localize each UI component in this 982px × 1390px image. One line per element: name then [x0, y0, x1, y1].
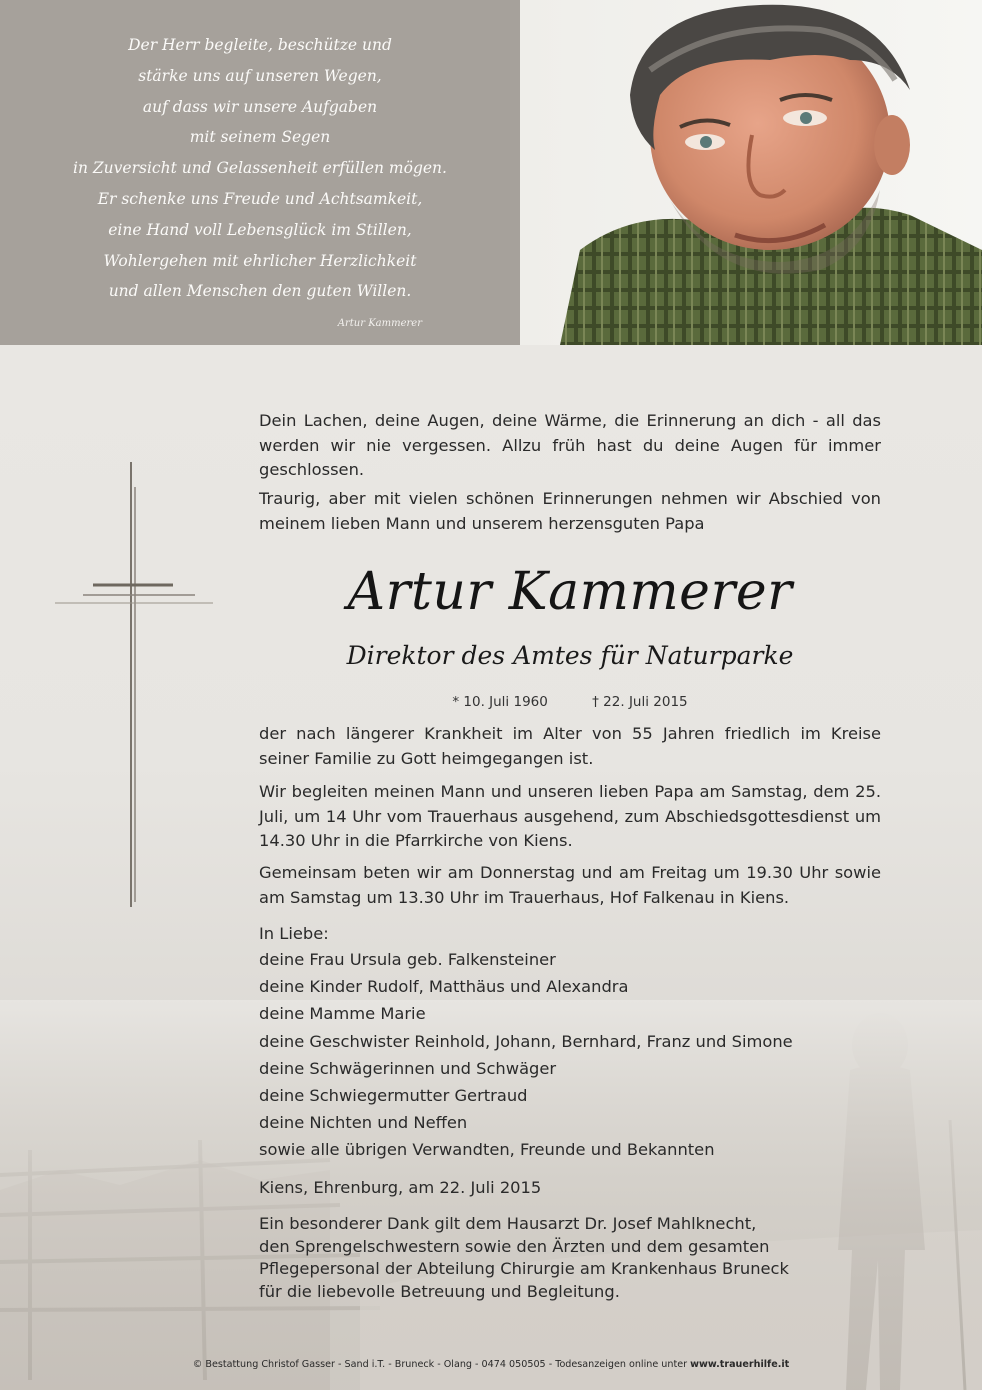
- family-list: [259, 946, 881, 1164]
- quote-line: stärke uns auf unseren Wegen,: [138, 66, 382, 85]
- body-paragraph: Wir begleiten meinen Mann und unseren lieben Papa am Samstag, dem 25. Juli, um 14 Uhr vom Trauerhaus ausgehend, zum Abschiedsgottesdienst um 14.30 Uhr in die Pfarrkirche von Kiens.: [259, 782, 881, 850]
- death-date: † 22. Juli 2015: [592, 694, 688, 710]
- portrait-photo: [520, 0, 982, 345]
- quote-line: Er schenke uns Freude und Achtsamkeit,: [97, 189, 423, 208]
- list-item: deine Schwiegermutter Gertraud: [259, 1086, 528, 1106]
- list-item: sowie alle übrigen Verwandten, Freunde und Bekannten: [259, 1140, 715, 1160]
- body-paragraph: Gemeinsam beten wir am Donnerstag und am Freitag um 19.30 Uhr sowie am Samstag um 13.30 Uhr im Trauerhaus, Hof Falkenau in Kiens.: [259, 863, 881, 907]
- quote-line: in Zuversicht und Gelassenheit erfüllen mögen.: [73, 159, 447, 178]
- thanks-text: [259, 1213, 881, 1303]
- birth-date: * 10. Juli 1960: [452, 694, 548, 710]
- quote-panel: [0, 0, 520, 345]
- deceased-name: Artur Kammerer: [347, 562, 793, 622]
- intro-paragraph: Traurig, aber mit vielen schönen Erinnerungen nehmen wir Abschied von meinem lieben Mann und unserem herzensguten Papa: [259, 489, 881, 533]
- place-date: Kiens, Ehrenburg, am 22. Juli 2015: [259, 1178, 542, 1197]
- life-dates: [259, 694, 881, 710]
- quote-line: Der Herr begleite, beschütze und: [128, 36, 392, 54]
- family-heading: In Liebe:: [259, 924, 329, 943]
- list-item: deine Kinder Rudolf, Matthäus und Alexandra: [259, 977, 629, 997]
- quote-line: auf dass wir unsere Aufgaben: [142, 97, 378, 116]
- thanks-line: den Sprengelschwestern sowie den Ärzten und dem gesamten: [259, 1236, 770, 1256]
- quote-line: Wohlergehen mit ehrlicher Herzlichkeit: [103, 251, 417, 270]
- list-item: deine Geschwister Reinhold, Johann, Bernhard, Franz und Simone: [259, 1031, 793, 1051]
- list-item: deine Frau Ursula geb. Falkensteiner: [259, 950, 556, 969]
- footer: [0, 1359, 982, 1370]
- thanks-line: Ein besonderer Dank gilt dem Hausarzt Dr. Josef Mahlknecht,: [259, 1214, 757, 1233]
- thanks-line: Pflegepersonal der Abteilung Chirurgie am Krankenhaus Bruneck: [259, 1259, 789, 1278]
- list-item: deine Mamme Marie: [259, 1004, 426, 1024]
- intro-paragraph: Dein Lachen, deine Augen, deine Wärme, die Erinnerung an dich - all das werden wir nie vergessen. Allzu früh hast du deine Augen für immer geschlossen.: [259, 411, 881, 479]
- quote-author: Artur Kammerer: [337, 318, 422, 329]
- quote-line: mit seinem Segen: [189, 128, 331, 147]
- quote-text: [20, 30, 500, 307]
- footer-text: © Bestattung Christof Gasser - Sand i.T. - Bruneck - Olang - 0474 050505 - Todesanzeigen online unter: [192, 1359, 688, 1370]
- footer-link[interactable]: www.trauerhilfe.it: [690, 1359, 790, 1370]
- deceased-title: Direktor des Amtes für Naturparke: [346, 641, 794, 670]
- list-item: deine Schwägerinnen und Schwäger: [259, 1058, 557, 1078]
- quote-line: eine Hand voll Lebensglück im Stillen,: [108, 220, 412, 239]
- body-paragraph: der nach längerer Krankheit im Alter von 55 Jahren friedlich im Kreise seiner Familie zu Gott heimgegangen ist.: [259, 724, 881, 768]
- cross-icon: [55, 462, 215, 912]
- thanks-line: für die liebevolle Betreuung und Begleitung.: [259, 1281, 620, 1301]
- quote-line: und allen Menschen den guten Willen.: [108, 282, 412, 301]
- list-item: deine Nichten und Neffen: [259, 1113, 468, 1133]
